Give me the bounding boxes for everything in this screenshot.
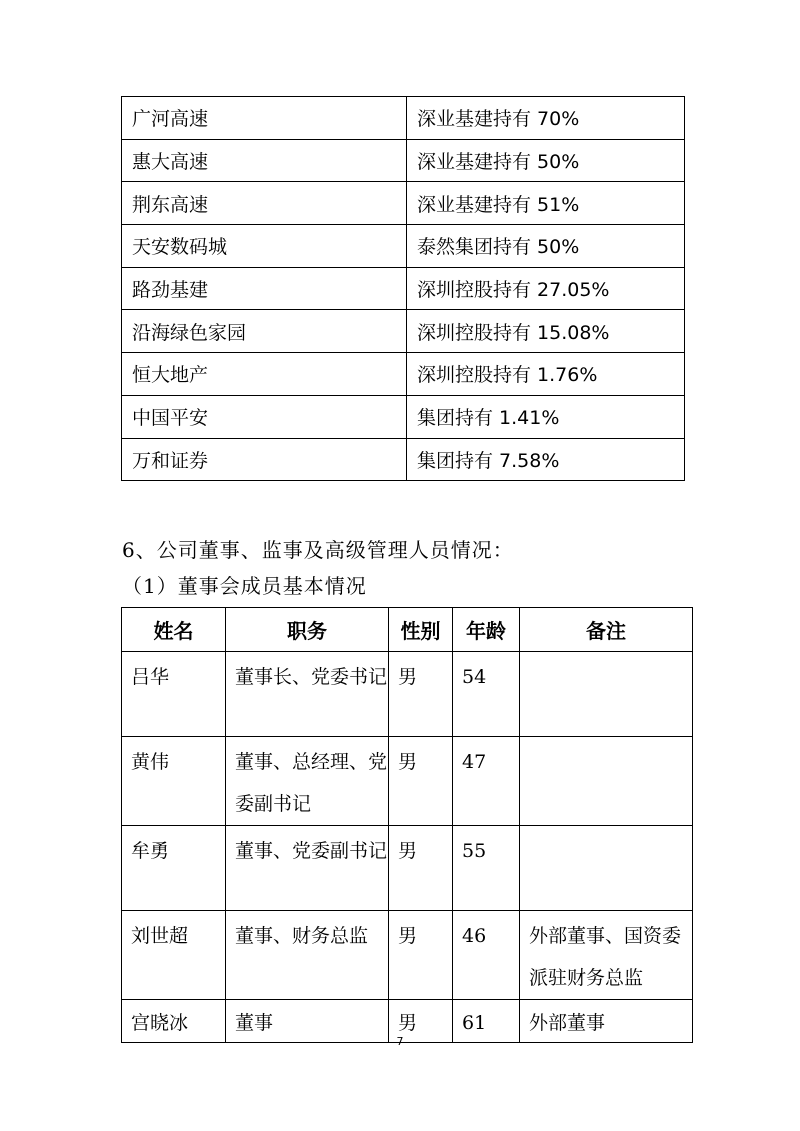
member-gender-cell: 男 (389, 826, 453, 911)
member-position-cell: 董事、党委副书记 (226, 826, 389, 911)
member-remarks-cell (520, 652, 693, 737)
member-position-cell: 董事、财务总监 (226, 911, 389, 1000)
member-name-cell: 黄伟 (122, 737, 226, 826)
table-row (122, 353, 685, 396)
member-age-cell: 61 (453, 1000, 520, 1043)
member-position-cell: 董事 (226, 1000, 389, 1043)
company-name-cell: 路劲基建 (122, 267, 407, 310)
member-age-cell: 54 (453, 652, 520, 737)
holder-cell: 深圳控股持有 1.76% (407, 353, 685, 396)
holder-cell: 泰然集团持有 50% (407, 225, 685, 268)
member-gender-cell: 男 (389, 1000, 453, 1043)
table-row (122, 97, 685, 140)
table-row (122, 139, 685, 182)
holder-cell: 深业基建持有 70% (407, 97, 685, 140)
company-name-cell: 荆东高速 (122, 182, 407, 225)
company-name-cell: 沿海绿色家园 (122, 310, 407, 353)
member-remarks-cell (520, 826, 693, 911)
company-name-cell: 天安数码城 (122, 225, 407, 268)
member-gender-cell: 男 (389, 911, 453, 1000)
company-name-cell: 惠大高速 (122, 139, 407, 182)
holder-cell: 深业基建持有 51% (407, 182, 685, 225)
member-gender-cell: 男 (389, 652, 453, 737)
member-remarks-cell (520, 737, 693, 826)
header-age: 年龄 (453, 608, 520, 652)
header-position: 职务 (226, 608, 389, 652)
holder-cell: 集团持有 1.41% (407, 395, 685, 438)
holder-cell: 深业基建持有 50% (407, 139, 685, 182)
header-gender: 性别 (389, 608, 453, 652)
member-remarks-cell: 外部董事 (520, 1000, 693, 1043)
table-row (122, 225, 685, 268)
table-row (122, 310, 685, 353)
header-remarks: 备注 (520, 608, 693, 652)
member-name-cell: 吕华 (122, 652, 226, 737)
table-row (122, 826, 693, 911)
section-heading: 6、公司董事、监事及高级管理人员情况： (122, 538, 514, 562)
member-age-cell: 47 (453, 737, 520, 826)
shareholding-table (121, 96, 685, 481)
table-row (122, 438, 685, 481)
company-name-cell: 恒大地产 (122, 353, 407, 396)
member-name-cell: 宫晓冰 (122, 1000, 226, 1043)
member-age-cell: 46 (453, 911, 520, 1000)
holder-cell: 深圳控股持有 27.05% (407, 267, 685, 310)
table-row (122, 182, 685, 225)
table-row (122, 652, 693, 737)
table-row (122, 267, 685, 310)
company-name-cell: 广河高速 (122, 97, 407, 140)
member-gender-cell: 男 (389, 737, 453, 826)
table-row (122, 737, 693, 826)
board-members-table (121, 607, 693, 1043)
header-name: 姓名 (122, 608, 226, 652)
member-name-cell: 刘世超 (122, 911, 226, 1000)
member-position-cell: 董事长、党委书记 (226, 652, 389, 737)
member-remarks-cell: 外部董事、国资委派驻财务总监 (520, 911, 693, 1000)
page-number: 7 (396, 1035, 404, 1048)
holder-cell: 深圳控股持有 15.08% (407, 310, 685, 353)
member-age-cell: 55 (453, 826, 520, 911)
table-header-row (122, 608, 693, 652)
table-row (122, 395, 685, 438)
company-name-cell: 中国平安 (122, 395, 407, 438)
subsection-heading: （1）董事会成员基本情况 (122, 574, 367, 598)
company-name-cell: 万和证券 (122, 438, 407, 481)
member-position-cell: 董事、总经理、党委副书记 (226, 737, 389, 826)
holder-cell: 集团持有 7.58% (407, 438, 685, 481)
member-name-cell: 牟勇 (122, 826, 226, 911)
table-row (122, 911, 693, 1000)
